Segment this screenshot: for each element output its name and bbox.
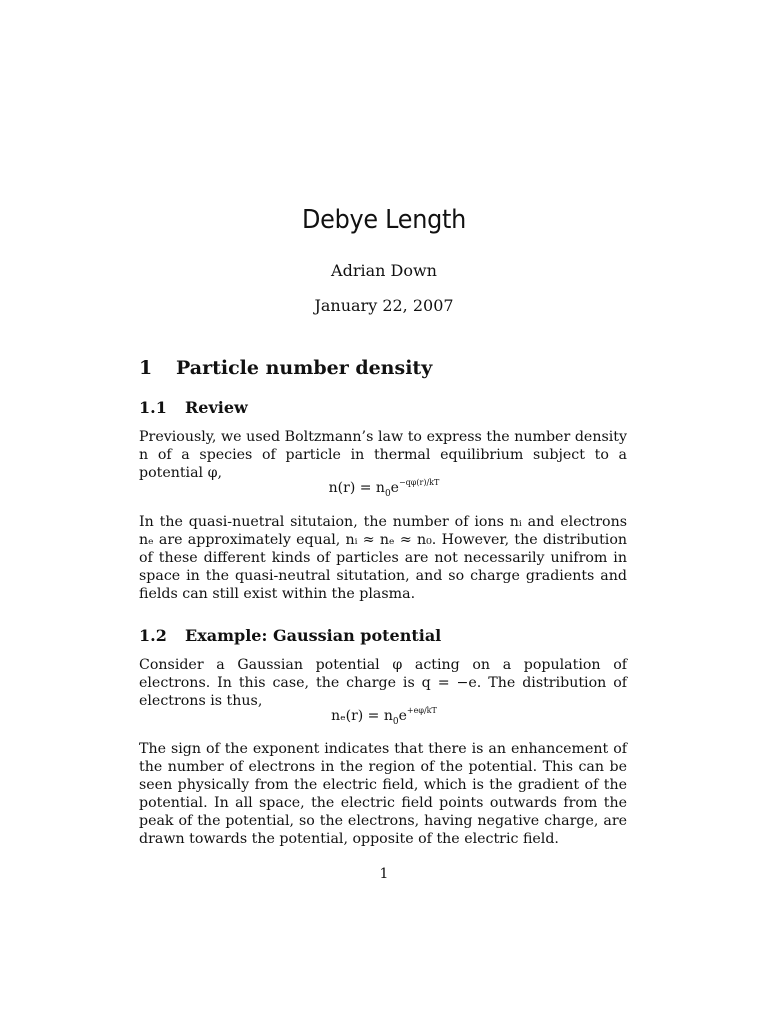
paragraph-review: Previously, we used Boltzmann’s law to express the number density n of a species of particle in thermal equilibrium subject to a potential φ, [139, 429, 627, 481]
author-name: Adrian Down [331, 261, 437, 280]
equation-subscript: 0 [384, 488, 391, 499]
subsection-number: 1.1 [139, 398, 167, 417]
equation-exponent: +eφ/kT [406, 706, 437, 715]
subsection-number: 1.2 [139, 626, 167, 645]
subsection-heading-gaussian [139, 626, 441, 645]
equation-exponent: −qφ(r)/kT [398, 478, 440, 487]
equation-subscript: 0 [392, 716, 399, 727]
section-heading-1 [139, 357, 432, 379]
paragraph-quasineutral: In the quasi-nuetral situtaion, the number of ions nᵢ and electrons nₑ are approximately equal, nᵢ ≈ nₑ ≈ n₀. However, the distribution of these different kinds of particles are not necessarily unifrom in space in the quasi-neutral situtation, and so charge gradients and fields can still exist within the plasma. [139, 514, 627, 602]
paper-date: January 22, 2007 [314, 296, 454, 315]
page-number: 1 [379, 866, 389, 882]
subsection-title: Review [185, 398, 248, 417]
equation-electron-density [0, 706, 768, 727]
subsection-heading-review [139, 398, 248, 417]
section-title: Particle number density [176, 357, 433, 379]
equation-boltzmann [0, 478, 768, 499]
paper-title: Debye Length [302, 205, 466, 235]
subsection-title: Example: Gaussian potential [185, 626, 442, 645]
section-number: 1 [139, 357, 153, 379]
equation-base: e [390, 480, 399, 496]
equation-lhs: n(r) = n [328, 480, 385, 496]
equation-lhs: nₑ(r) = n [331, 708, 393, 724]
paragraph-gaussian: Consider a Gaussian potential φ acting on a population of electrons. In this case, the charge is q = −e. The distribution of electrons is thus, [139, 657, 627, 709]
paragraph-exponent-sign: The sign of the exponent indicates that there is an enhancement of the number of electrons in the region of the potential. This can be seen physically from the electric field, which is the gradient of the potential. In all space, the electric field points outwards from the peak of the potential, so the electrons, having negative charge, are drawn towards the potential, opposite of the electric field. [139, 741, 627, 847]
equation-base: e [398, 708, 407, 724]
